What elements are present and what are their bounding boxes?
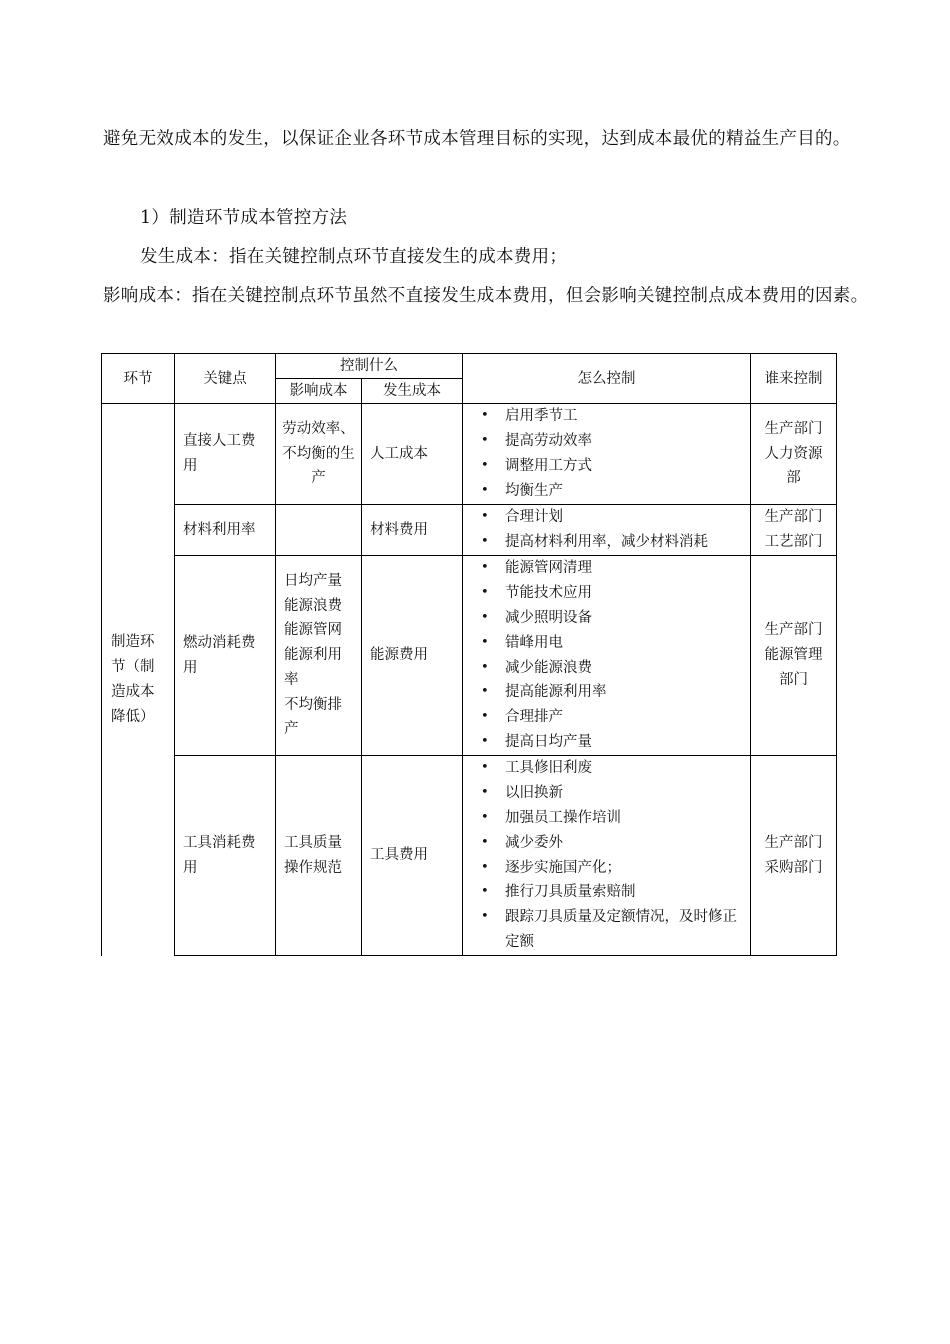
header-stage: 环节 [102, 354, 175, 404]
table-row [102, 756, 837, 956]
definition-incurred-cost: 发生成本：指在关键控制点环节直接发生的成本费用； [140, 247, 568, 267]
influence-cell: 劳动效率、不均衡的生产 [276, 404, 362, 505]
list-item: • 合理计划 [463, 505, 750, 530]
key-point-cell: 材料利用率 [175, 505, 276, 556]
list-item: • 均衡生产 [463, 479, 750, 504]
measures-cell [463, 505, 751, 556]
list-item: • 以旧换新 [463, 781, 750, 806]
measures-list [463, 756, 750, 954]
cost-control-table [101, 353, 837, 956]
list-item: • 节能技术应用 [463, 581, 750, 606]
list-item: • 工具修旧利废 [463, 756, 750, 781]
measures-cell [463, 756, 751, 956]
stage-cell: 制造环节（制造成本降低） [102, 404, 175, 956]
list-item: • 跟踪刀具质量及定额情况，及时修正定额 [463, 905, 750, 955]
incurred-cell: 材料费用 [362, 505, 463, 556]
incurred-cell: 工具费用 [362, 756, 463, 956]
who-cell: 生产部门能源管理部门 [751, 556, 837, 756]
header-how: 怎么控制 [463, 354, 751, 404]
list-item: • 减少能源浪费 [463, 656, 750, 681]
header-incurred-cost: 发生成本 [362, 379, 463, 404]
intro-paragraph: 避免无效成本的发生，以保证企业各环节成本管理目标的实现，达到成本最优的精益生产目的。 [103, 129, 851, 149]
measures-cell [463, 404, 751, 505]
influence-cell [276, 556, 362, 756]
list-item: • 减少照明设备 [463, 606, 750, 631]
measures-list [463, 556, 750, 754]
incurred-cell: 人工成本 [362, 404, 463, 505]
influence-cell [276, 756, 362, 956]
list-item: • 逐步实施国产化； [463, 856, 750, 881]
table-row [102, 404, 837, 505]
key-point-cell: 燃动消耗费用 [175, 556, 276, 756]
key-point-cell: 工具消耗费用 [175, 756, 276, 956]
influence-line: 工具质量 [284, 834, 342, 851]
header-influence-cost: 影响成本 [276, 379, 362, 404]
influence-line: 能源利用率 [284, 647, 342, 688]
who-cell: 生产部门采购部门 [751, 756, 837, 956]
header-key-point: 关键点 [175, 354, 276, 404]
section-heading: 1）制造环节成本管控方法 [140, 208, 348, 228]
measures-cell [463, 556, 751, 756]
table-row [102, 556, 837, 756]
influence-cell [276, 505, 362, 556]
influence-line: 能源浪费 [284, 597, 342, 614]
incurred-cell: 能源费用 [362, 556, 463, 756]
list-item: • 错峰用电 [463, 631, 750, 656]
measures-list [463, 505, 750, 555]
table-header-row [102, 354, 837, 379]
table-row [102, 505, 837, 556]
list-item: • 提高能源利用率 [463, 680, 750, 705]
list-item: • 加强员工操作培训 [463, 806, 750, 831]
header-who: 谁来控制 [751, 354, 837, 404]
measures-list [463, 404, 750, 503]
list-item: • 能源管网清理 [463, 556, 750, 581]
influence-line: 日均产量 [284, 572, 342, 589]
list-item: • 减少委外 [463, 831, 750, 856]
influence-line: 操作规范 [284, 859, 342, 876]
who-cell: 生产部门人力资源部 [751, 404, 837, 505]
list-item: • 提高材料利用率，减少材料消耗 [463, 530, 750, 555]
list-item: • 合理排产 [463, 705, 750, 730]
list-item: • 提高劳动效率 [463, 429, 750, 454]
header-control-what: 控制什么 [276, 354, 463, 379]
influence-line: 能源管网 [284, 622, 342, 639]
list-item: • 提高日均产量 [463, 730, 750, 755]
who-cell: 生产部门工艺部门 [751, 505, 837, 556]
list-item: • 推行刀具质量索赔制 [463, 880, 750, 905]
list-item: • 调整用工方式 [463, 454, 750, 479]
list-item: • 启用季节工 [463, 404, 750, 429]
key-point-cell: 直接人工费用 [175, 404, 276, 505]
definition-influence-cost: 影响成本：指在关键控制点环节虽然不直接发生成本费用，但会影响关键控制点成本费用的因素。 [103, 286, 869, 306]
influence-line: 不均衡排产 [284, 696, 342, 738]
